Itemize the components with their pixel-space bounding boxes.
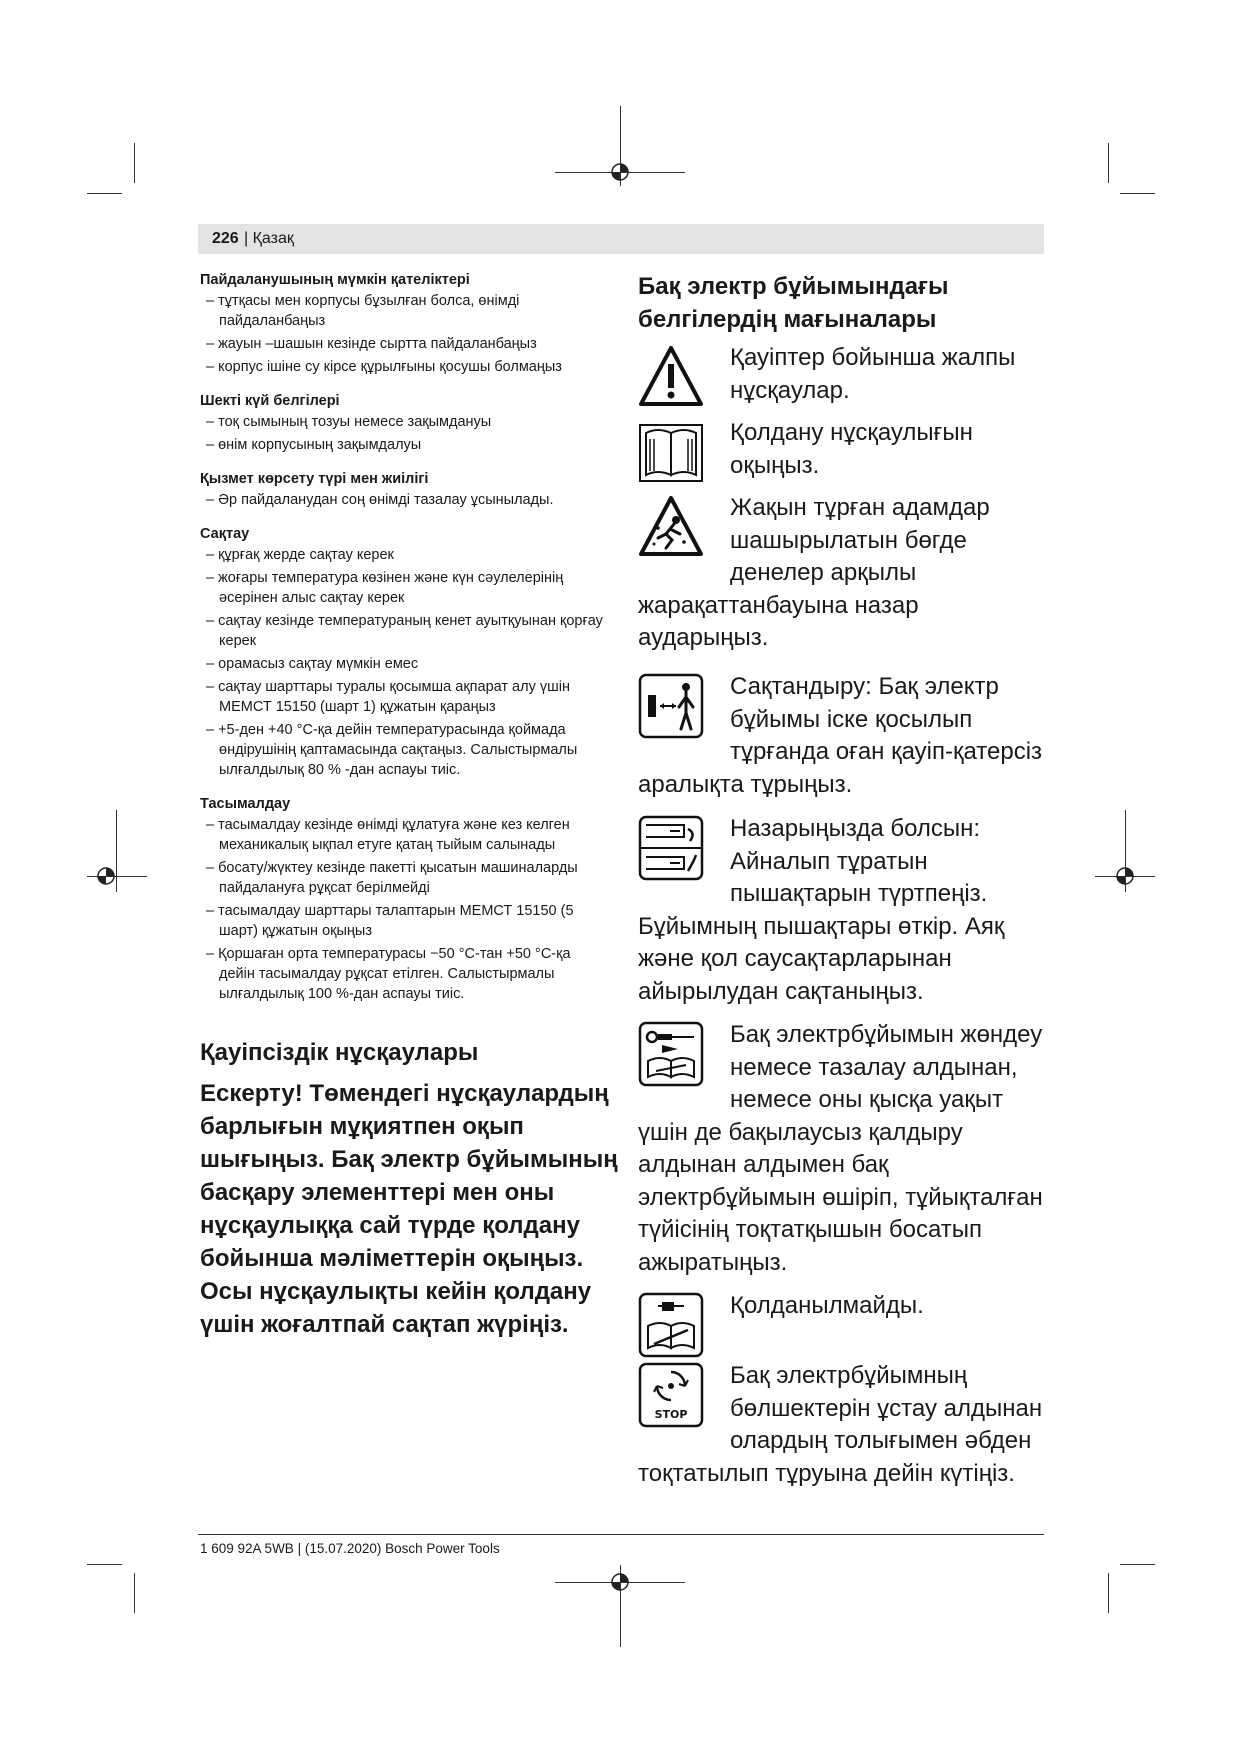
symbol-text: Бақ электрбұйымын жөндеу немесе тазалау алдынан, немесе оны қысқа уақыт үшін де бақылаусыз қалдыру алдынан алдымен бақ электрбұйымын өшіріп, тұйықталған түйісінің тоқтатқышын босатып ажыратыңыз. bbox=[638, 1021, 1043, 1276]
section-heading: Пайдаланушының мүмкін қателіктері bbox=[200, 272, 470, 288]
list-item: – орамасыз сақтау мүмкін емес bbox=[206, 656, 419, 672]
registration-mark-icon bbox=[95, 865, 117, 887]
page-number: 226 bbox=[212, 230, 239, 247]
list-item: – тасымалдау кезінде өнімді құлатуға және кез келген механикалық ықпал етуге қатаң тыйым салынады bbox=[206, 817, 570, 853]
keep-distance-icon bbox=[638, 673, 704, 739]
list-item: – өнім корпусының зақымдалуы bbox=[206, 437, 422, 453]
list-item: – тұтқасы мен корпусы бұзылған болса, өнімді пайдаланбаңыз bbox=[206, 293, 520, 329]
symbol-text: Қолдану нұсқаулығын оқыңыз. bbox=[730, 419, 973, 479]
list-item: – Қоршаған орта температурасы −50 °C-тан +50 °C-қа дейін тасымалдау рұқсат етілген. Салыстырмалы ылғалдылық 100 %-дан аспауы тиіс. bbox=[206, 946, 571, 1002]
section-limit-states bbox=[200, 392, 610, 455]
rotating-blades-icon bbox=[638, 815, 704, 881]
symbol-stop-rotation bbox=[638, 1360, 1048, 1490]
symbol-text: Бақ электрбұйымның бөлшектерін ұстау алдынан олардың толығымен әбден тоқтатылып тұруына дейін күтіңіз. bbox=[638, 1362, 1043, 1487]
page-footer: 1 609 92A 5WB | (15.07.2020) Bosch Power Tools bbox=[200, 1541, 500, 1556]
thrown-objects-icon bbox=[638, 494, 704, 560]
stop-rotation-icon bbox=[638, 1362, 704, 1428]
symbol-unplug-before-maintenance bbox=[638, 1019, 1048, 1279]
symbol-text: Жақын тұрған адамдар шашырылатын бөгде денелер арқылы жарақаттанбауына назар аударыңыз. bbox=[638, 494, 990, 651]
section-service bbox=[200, 470, 610, 510]
registration-mark-icon bbox=[609, 1571, 631, 1593]
symbol-not-used bbox=[638, 1290, 1048, 1362]
list-item: – тоқ сымының тозуы немесе зақымдануы bbox=[206, 414, 492, 430]
section-transport bbox=[200, 795, 610, 1004]
list-item: – сақтау шарттары туралы қосымша ақпарат алу үшін МЕМСТ 15150 (шарт 1) құжатын қараңыз bbox=[206, 679, 570, 715]
footer-divider bbox=[198, 1534, 1044, 1535]
read-manual-icon bbox=[638, 419, 704, 485]
list-item: – Әр пайдаланудан соң өнімді тазалау ұсынылады. bbox=[206, 492, 554, 508]
left-column bbox=[200, 271, 610, 1007]
section-heading: Қызмет көрсету түрі мен жиілігі bbox=[200, 471, 429, 487]
section-heading: Шекті күй белгілері bbox=[200, 393, 340, 409]
symbol-general-hazard bbox=[638, 342, 1048, 414]
section-heading: Тасымалдау bbox=[200, 796, 291, 812]
registration-mark-icon bbox=[1114, 865, 1136, 887]
symbol-text: Сақтандыру: Бақ электр бұйымы іске қосылып тұрғанда оған қауіп-қатерсіз аралықта тұрыңыз. bbox=[638, 673, 1043, 798]
symbol-text: Назарыңызда болсын: Айналып тұратын пышақтарын түртпеңіз. Бұйымның пышақтары өткір. Аяқ және қол саусақтарларынан айырылудан сақтаныңыз. bbox=[638, 815, 1005, 1005]
warning-triangle-icon bbox=[638, 344, 704, 410]
list-item: – корпус ішіне су кірсе құрылғыны қосушы болмаңыз bbox=[206, 359, 562, 375]
not-used-icon bbox=[638, 1292, 704, 1358]
registration-mark-icon bbox=[609, 161, 631, 183]
page-header bbox=[198, 224, 1044, 254]
language-label: | Қазақ bbox=[244, 230, 294, 247]
symbol-thrown-objects bbox=[638, 492, 1048, 655]
symbol-rotating-blades bbox=[638, 813, 1048, 1008]
list-item: – құрғақ жерде сақтау керек bbox=[206, 547, 394, 563]
svg-text:STOP: STOP bbox=[654, 1408, 688, 1421]
symbol-text: Қауіптер бойынша жалпы нұсқаулар. bbox=[730, 344, 1016, 404]
warning-text: Ескерту! Төмендегі нұсқаулардың барлығын мұқиятпен оқып шығыңыз. Бақ электр бұйымының басқару элементтері мен оны нұсқаулыққа сай түрде қолдану бойынша мәліметтерін оқыңыз. Осы нұсқаулықты кейін қолдану үшін жоғалтпай сақтап жүріңіз. bbox=[200, 1080, 618, 1338]
section-storage bbox=[200, 525, 610, 780]
symbol-keep-distance bbox=[638, 671, 1048, 801]
symbol-read-manual bbox=[638, 417, 1048, 489]
safety-instructions-title: Қауіпсіздік нұсқаулары bbox=[200, 1039, 479, 1066]
unplug-before-maintenance-icon bbox=[638, 1021, 704, 1087]
list-item: – тасымалдау шарттары талаптарын МЕМСТ 15150 (5 шарт) құжатын оқыңыз bbox=[206, 903, 574, 939]
symbol-text: Қолданылмайды. bbox=[730, 1292, 924, 1319]
section-user-errors bbox=[200, 271, 610, 377]
symbols-title: Бақ электр бұйымындағы белгілердің мағыналары bbox=[638, 273, 949, 333]
list-item: – жоғары температура көзінен және күн сәулелерінің әсерінен алыс сақтау керек bbox=[206, 570, 564, 606]
list-item: – жауын –шашын кезінде сыртта пайдаланбаңыз bbox=[206, 336, 537, 352]
list-item: – босату/жүктеу кезінде пакетті қысатын машиналарды пайдалануға рұқсат берілмейді bbox=[206, 860, 578, 896]
list-item: – сақтау кезінде температураның кенет ауытқуынан қорғау керек bbox=[206, 613, 603, 649]
section-heading: Сақтау bbox=[200, 526, 250, 542]
list-item: – +5-ден +40 °C-қа дейін температурасында қоймада өндірушінің қаптамасында сақтаңыз. Салыстырмалы ылғалдылық 80 % -дан аспауы тиіс. bbox=[206, 722, 578, 778]
